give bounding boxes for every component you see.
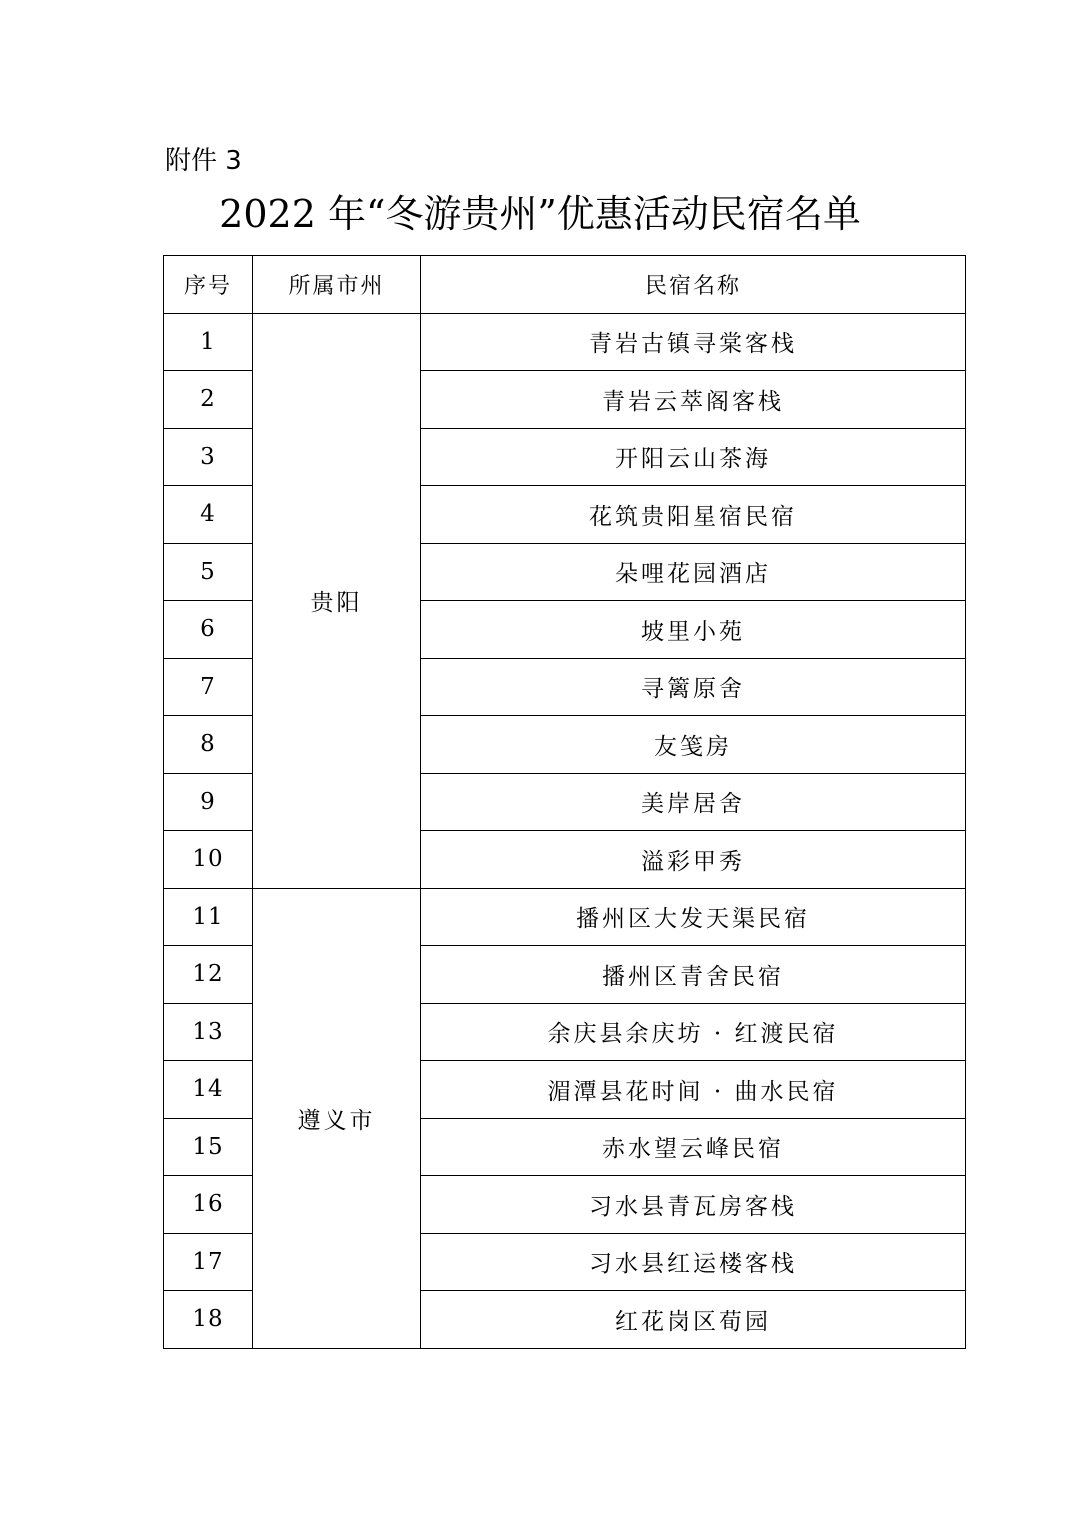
row-index: 14 (164, 1061, 253, 1119)
homestay-name: 寻篱原舍 (421, 658, 966, 716)
homestay-name: 习水县红运楼客栈 (421, 1233, 966, 1291)
homestay-name: 美岸居舍 (421, 773, 966, 831)
attachment-label: 附件 3 (165, 146, 242, 176)
row-index: 18 (164, 1291, 253, 1349)
table-row (164, 313, 966, 371)
row-index: 15 (164, 1118, 253, 1176)
table-header-row (164, 256, 966, 314)
row-index: 16 (164, 1176, 253, 1234)
homestay-name: 花筑贵阳星宿民宿 (421, 486, 966, 544)
table-body (164, 313, 966, 1348)
table-row (164, 888, 966, 946)
row-index: 8 (164, 716, 253, 774)
homestay-name: 青岩古镇寻棠客栈 (421, 313, 966, 371)
homestay-name: 溢彩甲秀 (421, 831, 966, 889)
homestay-name: 友笺房 (421, 716, 966, 774)
homestay-name: 湄潭县花时间 · 曲水民宿 (421, 1061, 966, 1119)
homestay-name: 红花岗区荀园 (421, 1291, 966, 1349)
row-index: 3 (164, 428, 253, 486)
row-index: 10 (164, 831, 253, 889)
homestay-name: 坡里小苑 (421, 601, 966, 659)
document-title: 2022 年“冬游贵州”优惠活动民宿名单 (219, 192, 861, 236)
row-index: 9 (164, 773, 253, 831)
homestay-name: 开阳云山茶海 (421, 428, 966, 486)
homestay-name: 青岩云萃阁客栈 (421, 371, 966, 429)
city-cell: 贵阳 (253, 313, 421, 888)
row-index: 13 (164, 1003, 253, 1061)
row-index: 11 (164, 888, 253, 946)
homestay-name: 播州区大发天渠民宿 (421, 888, 966, 946)
header-city: 所属市州 (253, 256, 421, 314)
header-index: 序号 (164, 256, 253, 314)
header-name: 民宿名称 (421, 256, 966, 314)
homestay-name: 播州区青舍民宿 (421, 946, 966, 1004)
city-cell: 遵义市 (253, 888, 421, 1348)
row-index: 17 (164, 1233, 253, 1291)
row-index: 6 (164, 601, 253, 659)
homestay-name: 习水县青瓦房客栈 (421, 1176, 966, 1234)
homestay-name: 朵哩花园酒店 (421, 543, 966, 601)
row-index: 7 (164, 658, 253, 716)
homestay-name: 余庆县余庆坊 · 红渡民宿 (421, 1003, 966, 1061)
homestay-table (163, 255, 966, 1349)
row-index: 4 (164, 486, 253, 544)
homestay-name: 赤水望云峰民宿 (421, 1118, 966, 1176)
row-index: 5 (164, 543, 253, 601)
row-index: 12 (164, 946, 253, 1004)
row-index: 1 (164, 313, 253, 371)
row-index: 2 (164, 371, 253, 429)
